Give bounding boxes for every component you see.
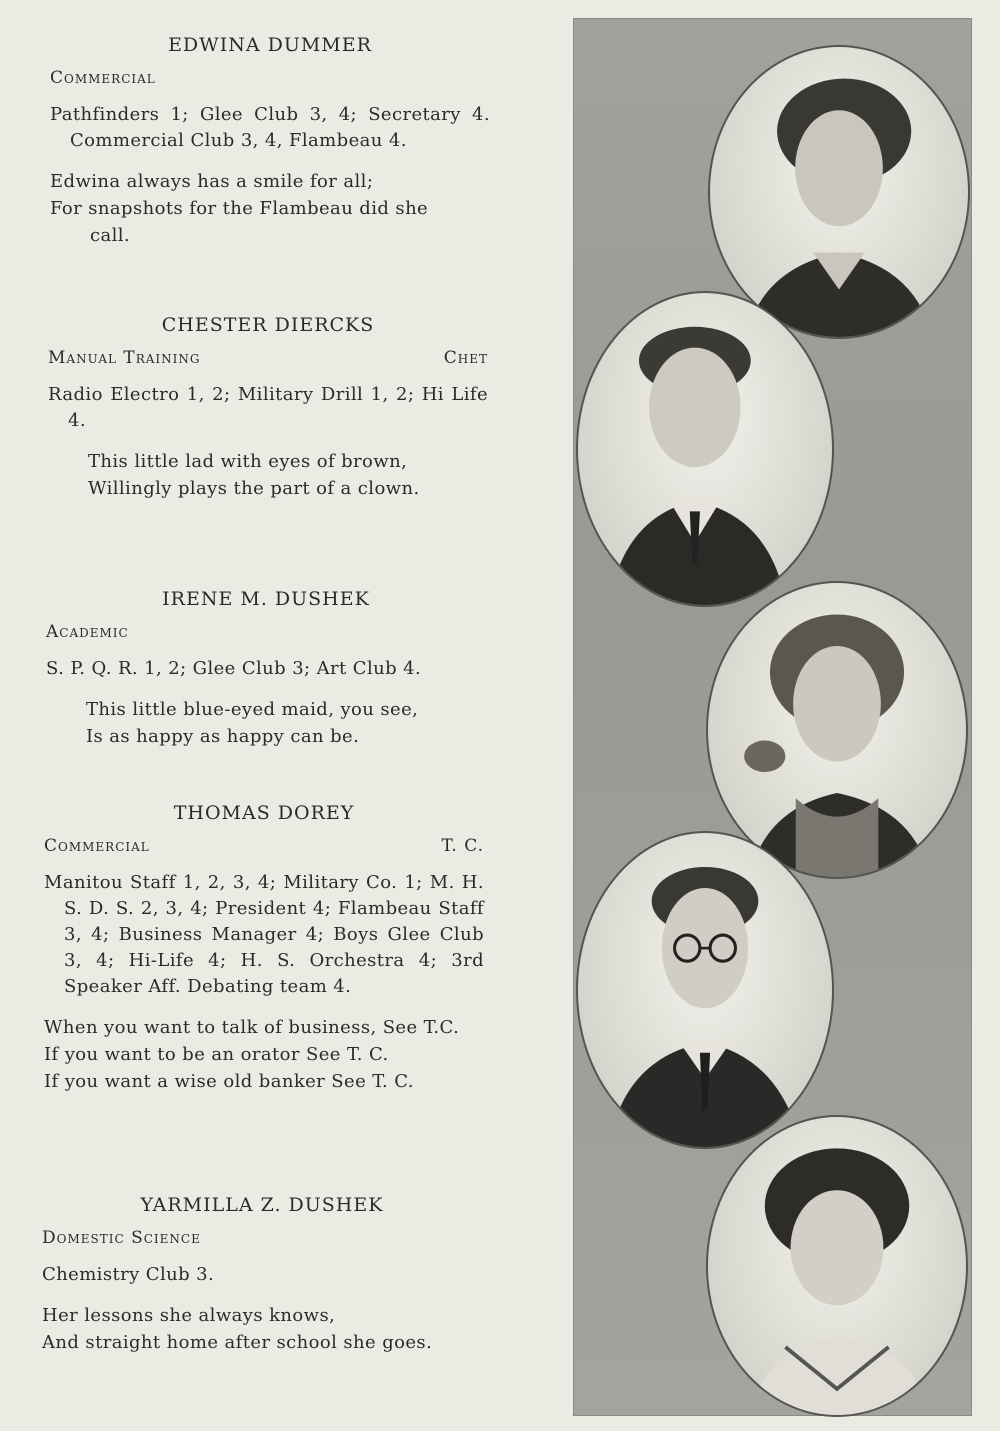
student-entry	[50, 34, 490, 249]
student-course: Academic	[46, 622, 129, 642]
student-verse	[50, 168, 490, 249]
student-entry	[46, 588, 486, 750]
student-nickname: T. C.	[441, 836, 484, 856]
student-course: Domestic Science	[42, 1228, 201, 1248]
student-name: THOMAS DOREY	[173, 802, 355, 824]
portrait-figure	[708, 583, 966, 877]
portrait-photo	[576, 831, 834, 1149]
student-entry	[48, 314, 488, 502]
student-course: Commercial	[50, 68, 156, 88]
verse-line: This little lad with eyes of brown,	[88, 451, 408, 472]
student-entry	[44, 802, 484, 1095]
student-entry	[42, 1194, 482, 1356]
verse-line: Willingly plays the part of a clown.	[88, 478, 420, 499]
verse-line: If you want a wise old banker See T. C.	[44, 1071, 414, 1092]
student-activities: Pathfinders 1; Glee Club 3, 4; Secretary 4. Commercial Club 3, 4, Flambeau 4.	[50, 104, 490, 151]
student-activities: Radio Electro 1, 2; Military Drill 1, 2; Hi Life 4.	[48, 384, 488, 431]
student-verse	[48, 448, 488, 502]
verse-line: Is as happy as happy can be.	[86, 726, 360, 747]
verse-line: For snapshots for the Flambeau did she	[50, 198, 429, 219]
verse-line: And straight home after school she goes.	[42, 1332, 433, 1353]
student-name: CHESTER DIERCKS	[161, 314, 375, 336]
verse-line: This little blue-eyed maid, you see,	[86, 699, 419, 720]
portrait-figure	[710, 47, 968, 337]
course-row	[46, 622, 486, 642]
student-name: YARMILLA Z. DUSHEK	[140, 1194, 384, 1216]
student-nickname: Chet	[443, 348, 488, 368]
portrait-figure	[578, 833, 832, 1147]
portrait-figure	[578, 293, 832, 605]
student-activities: S. P. Q. R. 1, 2; Glee Club 3; Art Club 4.	[46, 658, 422, 679]
course-row	[48, 348, 488, 368]
student-verse	[46, 696, 486, 750]
verse-line: If you want to be an orator See T. C.	[44, 1044, 389, 1065]
student-verse	[44, 1014, 484, 1095]
student-course: Commercial	[44, 836, 150, 856]
student-name: EDWINA DUMMER	[168, 34, 372, 56]
photo-strip	[573, 18, 972, 1416]
student-activities: Chemistry Club 3.	[42, 1264, 215, 1285]
verse-line: Her lessons she always knows,	[42, 1305, 336, 1326]
portrait-figure	[708, 1117, 966, 1415]
verse-line: call.	[90, 225, 131, 246]
course-row	[44, 836, 484, 856]
student-activities: Manitou Staff 1, 2, 3, 4; Military Co. 1; M. H. S. D. S. 2, 3, 4; President 4; Flambeau Staff 3, 4; Business Manager 4; Boys Glee Club 3, 4; Hi-Life 4; H. S. Orchestra 4; 3rd Speaker Aff. Debating team 4.	[44, 872, 484, 997]
course-row	[42, 1228, 482, 1248]
course-row	[50, 68, 490, 88]
portrait-photo	[708, 45, 970, 339]
verse-line: Edwina always has a smile for all;	[50, 171, 374, 192]
student-name: IRENE M. DUSHEK	[162, 588, 370, 610]
student-verse	[42, 1302, 482, 1356]
portrait-photo	[576, 291, 834, 607]
verse-line: When you want to talk of business, See T.C.	[44, 1017, 460, 1038]
student-course: Manual Training	[48, 348, 201, 368]
portrait-photo	[706, 581, 968, 879]
portrait-photo	[706, 1115, 968, 1417]
